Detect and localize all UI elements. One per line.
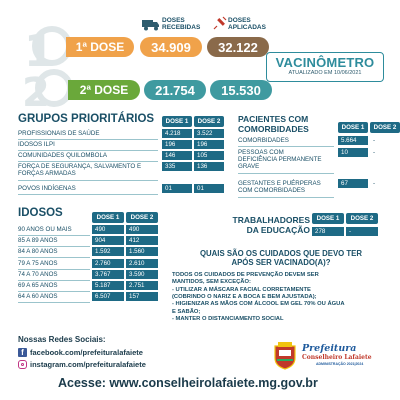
grupos-row-label: PROFISSIONAIS DE SAÚDE (18, 130, 100, 137)
idosos-col1-header: DOSE 1 (92, 212, 124, 223)
grupos-col2-header: DOSE 2 (194, 116, 224, 127)
grupos-row-d2: 136 (194, 162, 224, 171)
instagram-text: instagram.com/prefeituralafaiete (30, 360, 146, 369)
idosos-row-label: 64 A 60 ANOS (18, 293, 58, 301)
idosos-row-label: 79 A 75 ANOS (18, 259, 58, 267)
idosos-row-d1: 6.507 (92, 292, 124, 301)
grupos-row-separator (18, 150, 158, 151)
comorbidades-row-d1: 10 (338, 148, 368, 157)
svg-text:1: 1 (24, 26, 55, 72)
comorbidades-row-label: GESTANTES E PUÉRPERAS COM COMORBIDADES (238, 180, 321, 194)
idosos-row-d2: 490 (126, 225, 158, 234)
idosos-row-separator (18, 302, 90, 303)
legend-applied: DOSES APLICADAS (228, 17, 266, 31)
dose-1-badge-icon (20, 22, 70, 72)
cuidados-line: (COBRINDO O NARIZ E A BOCA E BEM AJUSTADA); (172, 293, 317, 300)
idosos-row-separator (18, 291, 90, 292)
idosos-row-label: 69 A 65 ANOS (18, 282, 58, 289)
grupos-row-d2: 105 (194, 151, 224, 160)
vacinometro-title: VACINÔMETRO (275, 55, 375, 70)
dose-1-label: 1ª DOSE (66, 37, 134, 57)
comorbidades-row-label: COMORBIDADES (238, 137, 289, 144)
instagram-link[interactable] (18, 360, 146, 369)
dose-2-applied: 15.530 (210, 80, 272, 100)
idosos-row-separator (18, 257, 90, 258)
grupos-row-d2: 3.522 (194, 129, 224, 138)
educacao-title: TRABALHADORES DA EDUCAÇÃO (232, 215, 310, 235)
idosos-row-d2: 412 (126, 236, 158, 245)
comorbidades-row-d1: 67 (338, 179, 368, 188)
idosos-row-label: 85 A 89 ANOS (18, 237, 58, 245)
grupos-row-d2: 196 (194, 140, 224, 149)
idosos-row-d2: 2.610 (126, 259, 158, 268)
legend-received: DOSES RECEBIDAS (162, 17, 201, 31)
idosos-row-label: 84 A 80 ANOS (18, 248, 58, 256)
educacao-d1: 278 (312, 227, 344, 236)
cuidados-line: - MANTER O DISTANCIAMENTO SOCIAL (172, 315, 284, 322)
grupos-row-d1: 146 (162, 151, 192, 160)
idosos-row-d1: 904 (92, 236, 124, 245)
cuidados-line: - HIGIENIZAR AS MÃOS COM ÁLCOOL EM GEL 70% OU ÁGUA (172, 301, 345, 308)
idosos-row-d1: 5.187 (92, 281, 124, 290)
svg-text:2: 2 (22, 70, 50, 112)
grupos-col1-header: DOSE 1 (162, 116, 192, 127)
idosos-title: IDOSOS (18, 207, 63, 219)
idosos-row-separator (18, 269, 90, 270)
idosos-row-d1: 490 (92, 225, 124, 234)
facebook-icon: f (18, 348, 27, 357)
idosos-row-d2: 2.751 (126, 281, 158, 290)
city-seal-icon (272, 342, 298, 370)
grupos-row-d1: 335 (162, 162, 192, 171)
idosos-row-label: 74 A 70 ANOS (18, 270, 58, 278)
facebook-text: facebook.com/prefeituralafaiete (30, 348, 143, 357)
dose-1-applied: 32.122 (207, 37, 269, 57)
idosos-col2-header: DOSE 2 (126, 212, 158, 223)
grupos-row-d1: 01 (162, 184, 192, 193)
comorbidades-row-label: PESSOAS COM DEFICIÊNCIA PERMANENTE GRAVE (238, 149, 322, 170)
logo-line3: ADMINISTRAÇÃO 2021|2024 (316, 362, 364, 366)
grupos-row-d1: 196 (162, 140, 192, 149)
idosos-row-d2: 1.560 (126, 247, 158, 256)
comorbidades-col2-header: DOSE 2 (370, 122, 400, 133)
cuidados-line: TODOS OS CUIDADOS DE PREVENÇÃO DEVEM SER (172, 272, 319, 278)
cuidados-title: QUAIS SÃO OS CUIDADOS QUE DEVO TER APÓS SER VACINADO(A)? (199, 249, 363, 267)
idosos-row-d1: 3.767 (92, 270, 124, 279)
grupos-row-label: FORÇA DE SEGURANÇA, SALVAMENTO E FORÇAS ARMADAS (18, 163, 142, 177)
educacao-col1-header: DOSE 1 (312, 213, 344, 224)
comorbidades-row-d2: - (373, 149, 376, 156)
cuidados-line: - UTILIZAR A MÁSCARA FACIAL CORRETAMENTE (172, 286, 311, 293)
comorbidades-row-separator (238, 173, 334, 174)
idosos-row-d2: 3.590 (126, 270, 158, 279)
dose-2-received: 21.754 (144, 80, 206, 100)
social-title: Nossas Redes Sociais: (18, 335, 106, 344)
grupos-row-label: COMUNIDADES QUILOMBOLA (18, 152, 108, 159)
syringe-icon (213, 16, 227, 30)
grupos-row-label: POVOS INDÍGENAS (18, 185, 76, 192)
grupos-row-separator (18, 180, 158, 181)
idosos-row-separator (18, 280, 90, 281)
comorbidades-col1-header: DOSE 1 (338, 122, 368, 133)
dose-2-label: 2ª DOSE (68, 80, 140, 100)
comorbidades-row-d1: 5.664 (338, 136, 368, 145)
site-link[interactable]: Acesse: www.conselheirolafaiete.mg.gov.br (58, 376, 318, 390)
vacinometro-box (266, 52, 384, 82)
grupos-row-separator (18, 161, 158, 162)
logo-line1: Prefeitura (302, 343, 357, 354)
facebook-link[interactable] (18, 348, 143, 357)
grupos-row-separator (18, 194, 158, 195)
dose-2-badge-icon (22, 68, 72, 112)
comorbidades-row-d2: - (373, 180, 376, 187)
grupos-row-separator (18, 139, 158, 140)
idosos-row-separator (18, 235, 90, 236)
comorbidades-title: PACIENTES COM COMORBIDADES (238, 114, 309, 134)
grupos-row-d2: 01 (194, 184, 224, 193)
comorbidades-row-separator (238, 197, 334, 198)
educacao-d2: - (346, 227, 378, 236)
idosos-row-separator (18, 246, 90, 247)
dose-1-received: 34.909 (140, 37, 202, 57)
comorbidades-row-separator (238, 146, 334, 147)
cuidados-line: E SABÃO; (172, 308, 201, 315)
comorbidades-row-d2: - (373, 137, 376, 144)
idosos-row-d2: 157 (126, 292, 158, 301)
grupos-row-d1: 4.218 (162, 129, 192, 138)
vacinometro-updated: ATUALIZADO EM 10/06/2021 (288, 70, 362, 76)
truck-icon (142, 18, 160, 30)
logo-line2: Conselheiro Lafaiete (302, 354, 372, 361)
grupos-row-label: IDOSOS ILPI (18, 141, 55, 148)
idosos-row-d1: 1.592 (92, 247, 124, 256)
educacao-col2-header: DOSE 2 (346, 213, 378, 224)
idosos-row-d1: 2.760 (92, 259, 124, 268)
grupos-title: GRUPOS PRIORITÁRIOS (18, 113, 155, 125)
idosos-row-label: 90 ANOS OU MAIS (18, 226, 72, 233)
cuidados-line: MANTIDOS, SEM EXCEÇÃO: (172, 279, 251, 286)
instagram-icon (18, 360, 27, 369)
